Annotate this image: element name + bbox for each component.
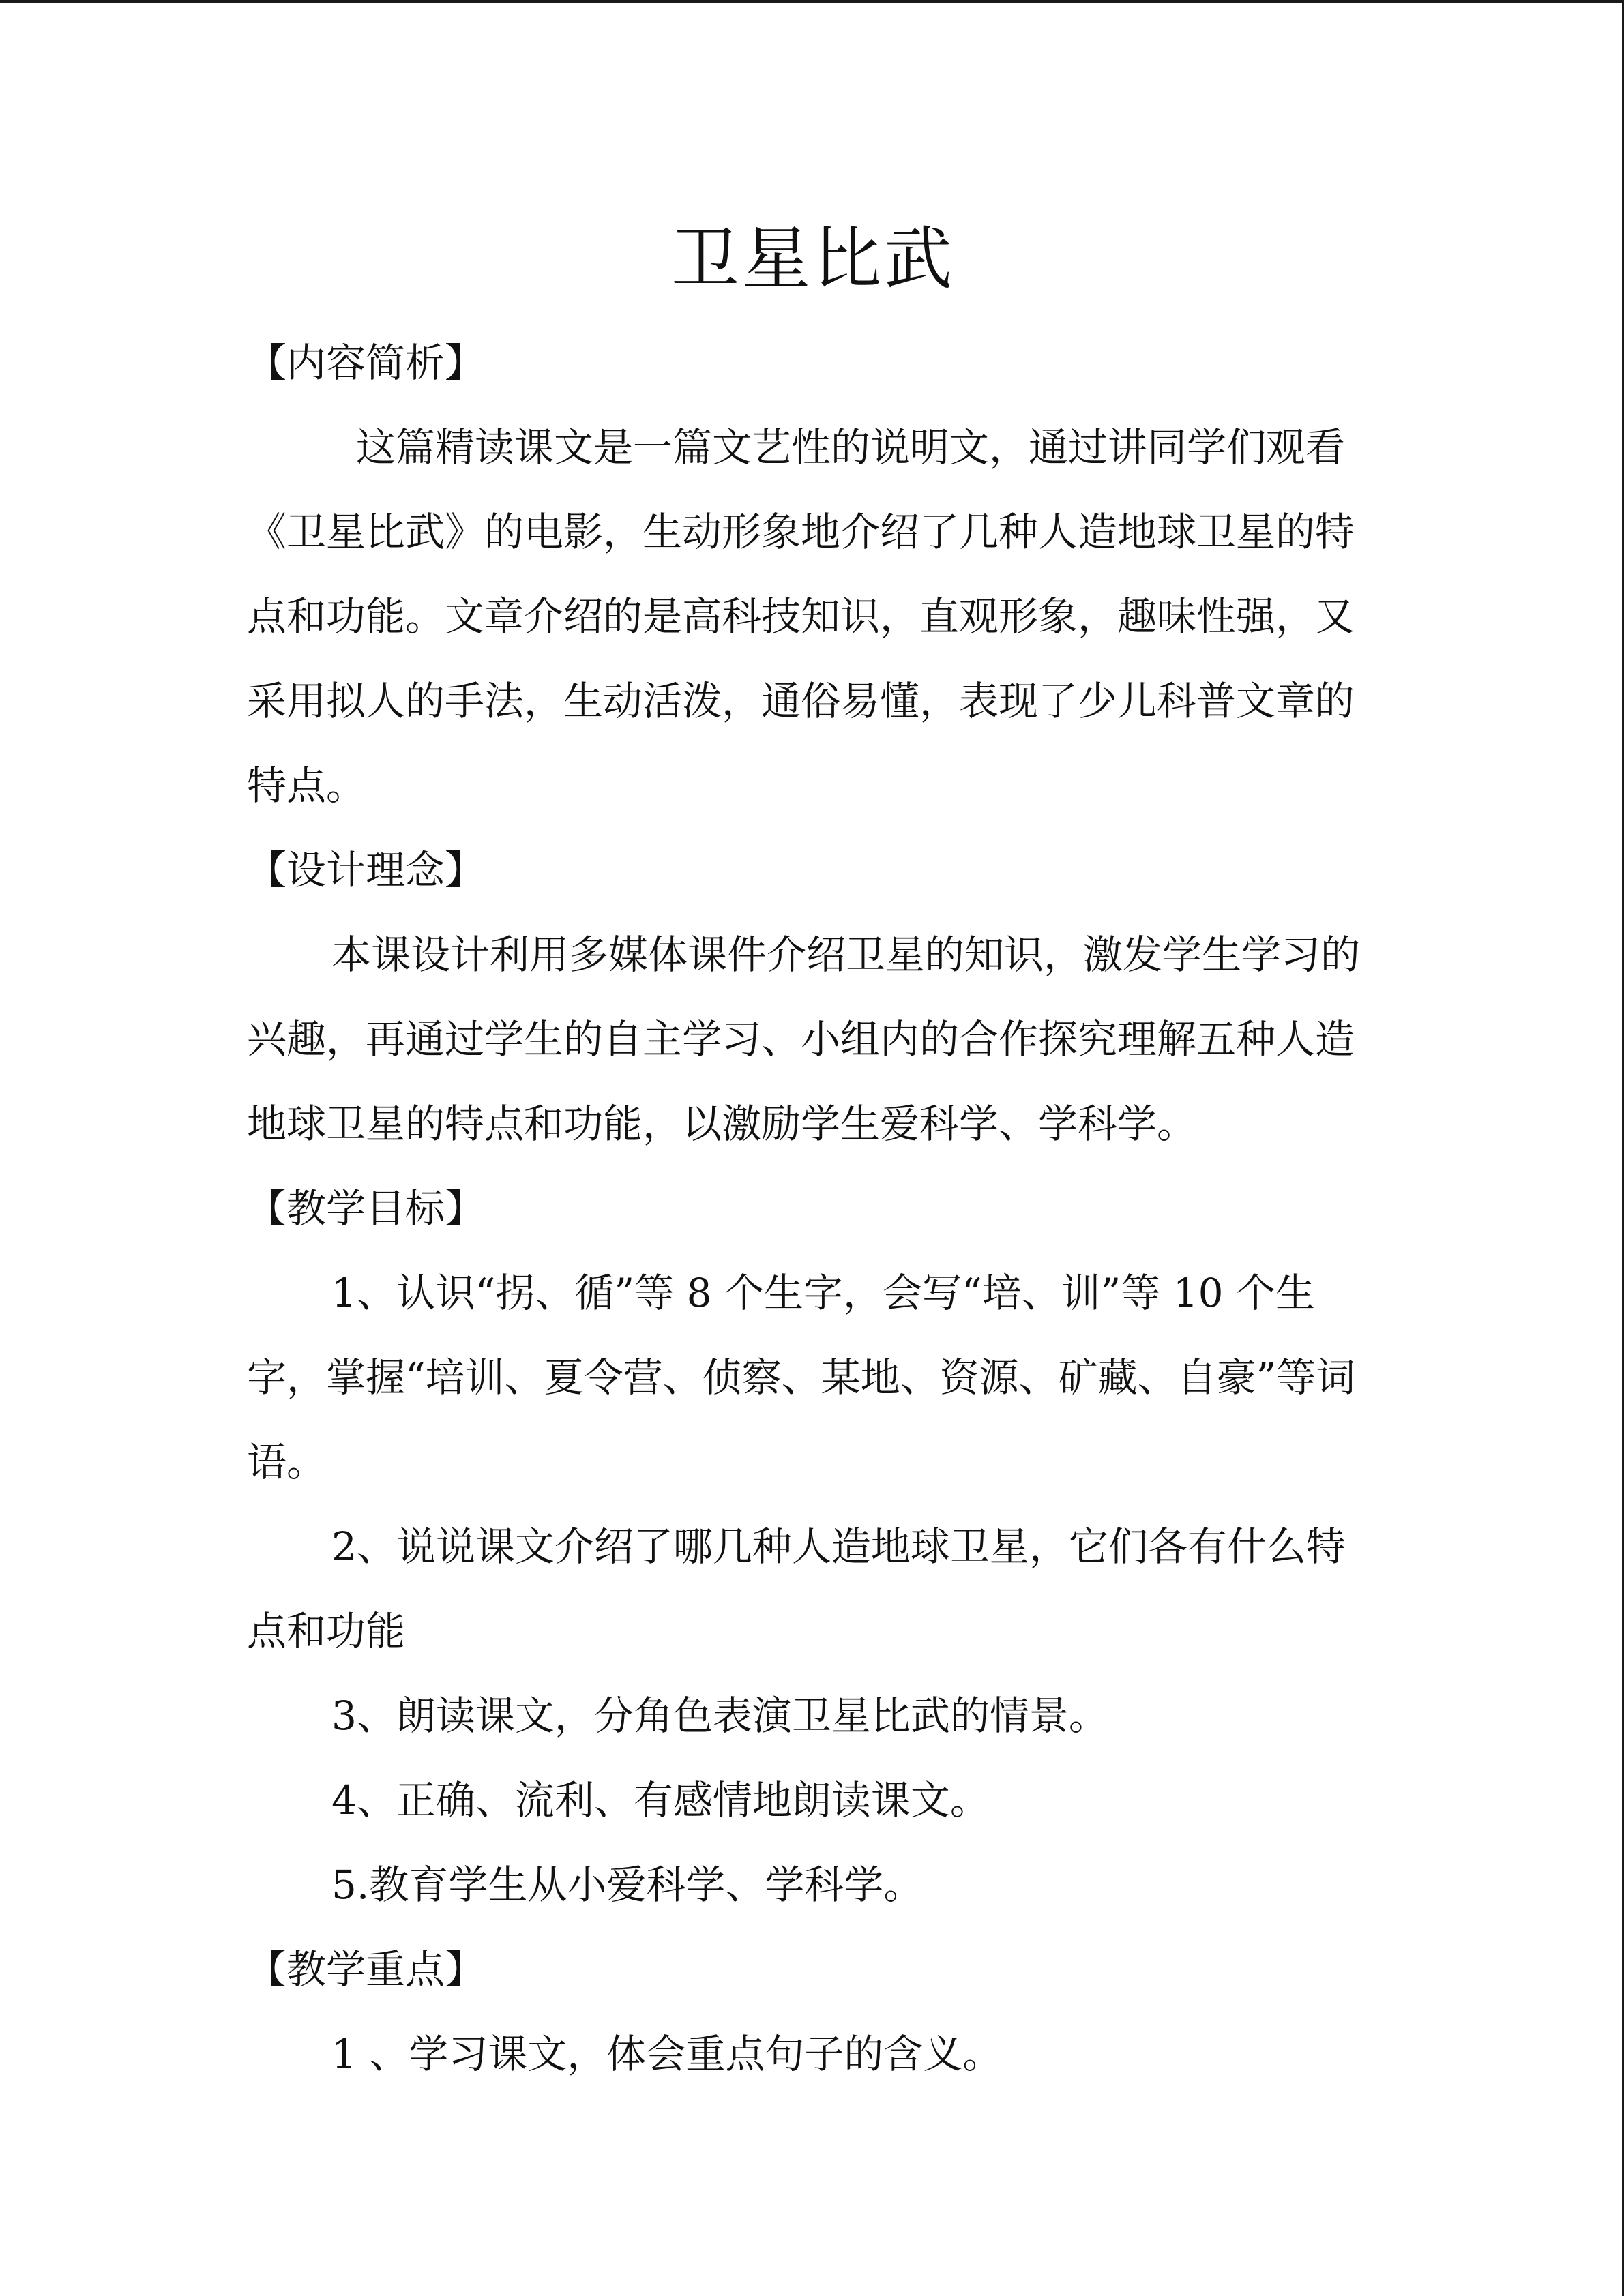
goal-item: 5.教育学生从小爱科学、学科学。: [331, 1862, 924, 1908]
section-content-analysis: [247, 320, 1379, 828]
document-page: [247, 205, 1379, 2096]
section-design-concept: [247, 828, 1379, 1166]
section-teaching-focus: [247, 1927, 1379, 2096]
document-title: 卫星比武: [671, 219, 955, 299]
section-paragraph: 本课设计利用多媒体课件介绍卫星的知识，激发学生学习的兴趣，再通过学生的自主学习、小组内的合作探究理解五种人造地球卫星的特点和功能，以激励学生爱科学、学科学。: [247, 931, 1361, 1147]
section-heading: 【教学重点】: [247, 1946, 485, 1993]
goal-item: 4、正确、流利、有感情地朗读课文。: [331, 1777, 990, 1823]
goal-item: 2、说说课文介绍了哪几种人造地球卫星，它们各有什么特点和功能: [247, 1523, 1346, 1654]
section-teaching-goals: [247, 1166, 1379, 1927]
section-heading: 【设计理念】: [247, 847, 485, 893]
top-border: [0, 0, 1624, 3]
section-heading: 【教学目标】: [247, 1185, 485, 1232]
focus-item: 1 、学习课文，体会重点句子的含义。: [331, 2031, 1003, 2077]
section-heading: 【内容简析】: [247, 340, 485, 386]
section-paragraph: 这篇精读课文是一篇文艺性的说明文，通过讲同学们观看《卫星比武》的电影，生动形象地介绍了几种人造地球卫星的特点和功能。文章介绍的是高科技知识，直观形象，趣味性强，又采用拟人的手法，生动活泼，通俗易懂，表现了少儿科普文章的特点。: [247, 424, 1355, 809]
goal-item: 1、认识“拐、循”等 8 个生字，会写“培、训”等 10 个生字，掌握“培训、夏令营、侦察、某地、资源、矿藏、自豪”等词语。: [247, 1270, 1356, 1485]
goal-item: 3、朗读课文，分角色表演卫星比武的情景。: [331, 1693, 1108, 1739]
